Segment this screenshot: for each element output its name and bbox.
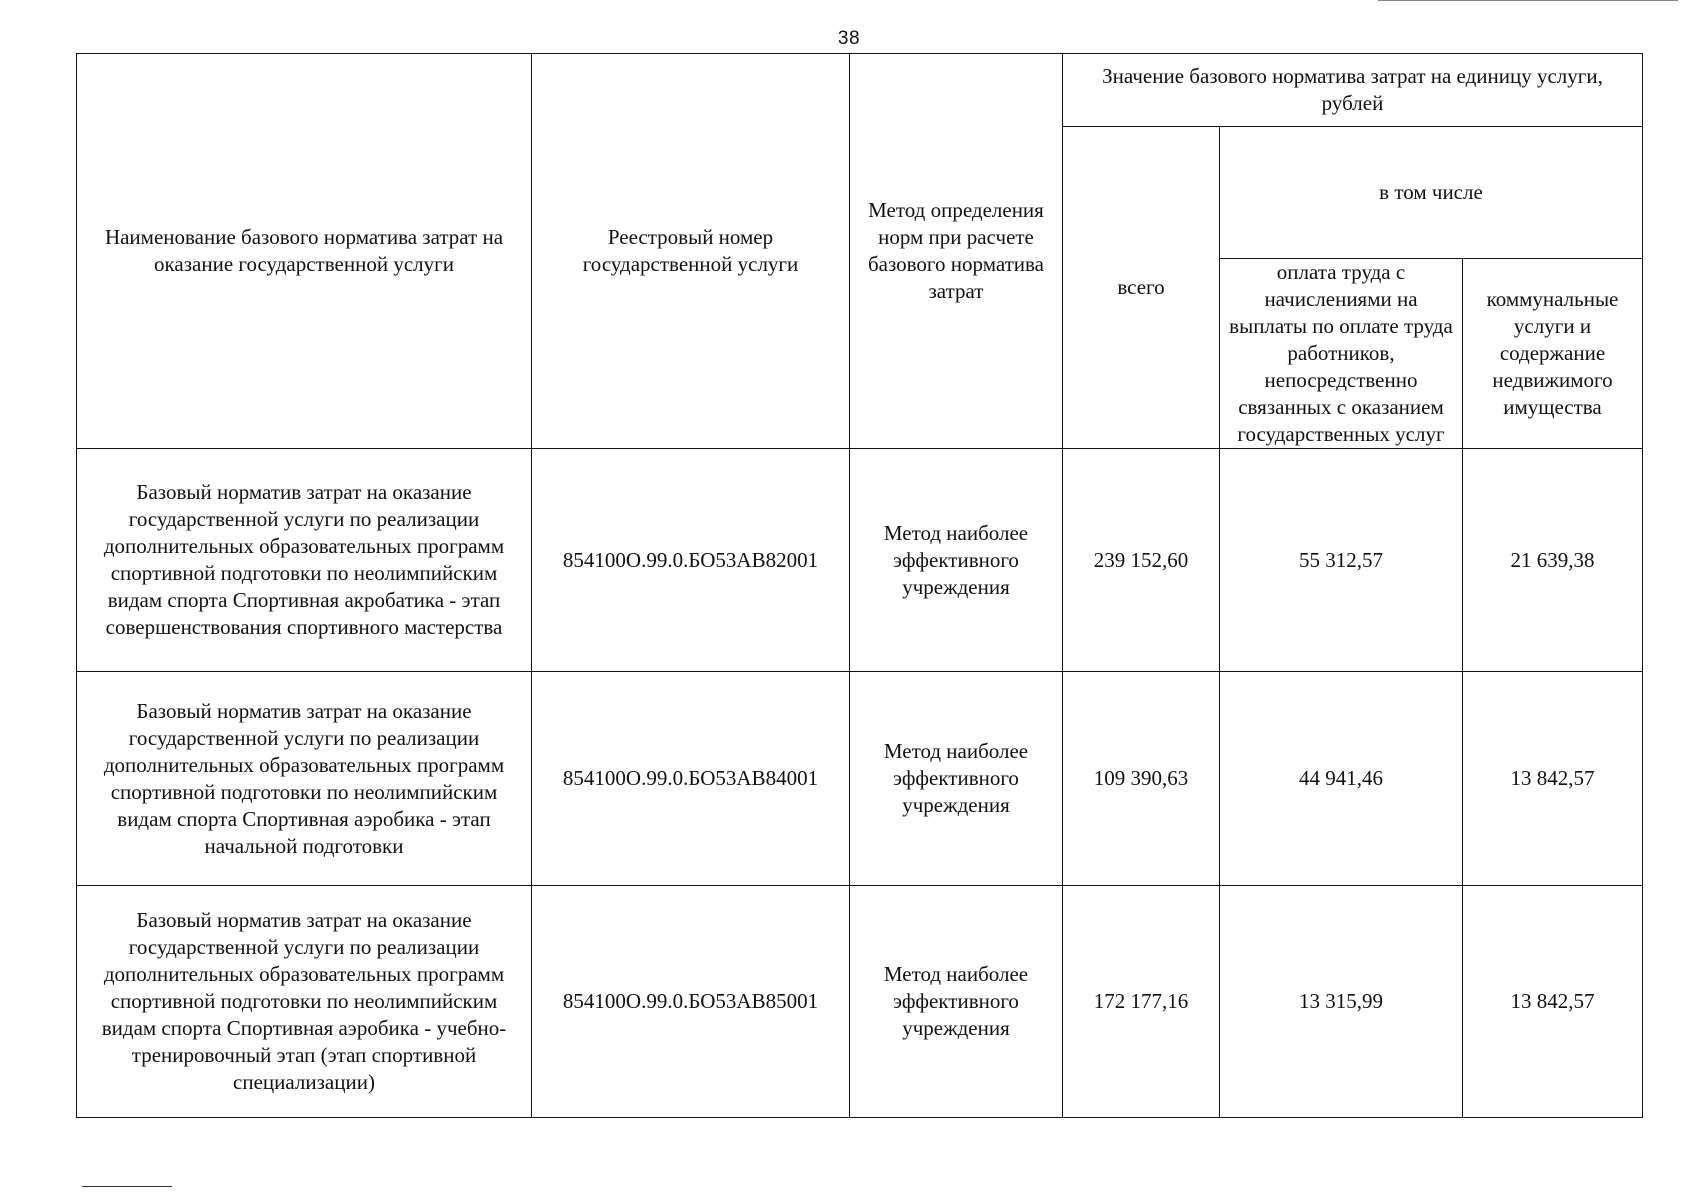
table-row bbox=[77, 886, 1643, 1118]
cell-labor: 13 315,99 bbox=[1220, 886, 1463, 1118]
footnote-rule bbox=[82, 1186, 172, 1187]
header-labor-label: оплата труда с начислениями на выплаты по оплате труда работников, непосредственно связанных с оказанием государственных услуг bbox=[1229, 260, 1453, 446]
page-number: 38 bbox=[837, 28, 861, 49]
table-row bbox=[77, 672, 1643, 886]
header-name-label: Наименование базового норматива затрат на оказание государственной услуги bbox=[104, 225, 504, 276]
cell-method: Метод наиболее эффективного учреждения bbox=[850, 672, 1063, 886]
table-header bbox=[77, 54, 1643, 449]
header-method-label: Метод определения норм при расчете базового норматива затрат bbox=[867, 198, 1044, 303]
header-registry-label: Реестровый номер государственной услуги bbox=[582, 225, 799, 276]
header-total bbox=[1063, 127, 1220, 449]
cell-total: 172 177,16 bbox=[1063, 886, 1220, 1118]
header-including-label: в том числе bbox=[1379, 180, 1483, 204]
header-total-label: всего bbox=[1117, 275, 1165, 299]
cell-labor: 55 312,57 bbox=[1220, 449, 1463, 672]
cell-total: 109 390,63 bbox=[1063, 672, 1220, 886]
cell-name: Базовый норматив затрат на оказание государственной услуги по реализации дополнительных образовательных программ спортивной подготовки по неолимпийским видам спорта Спортивная аэробика - учебно-тренировочный этап (этап спортивной специализации) bbox=[77, 886, 532, 1118]
header-labor bbox=[1220, 259, 1463, 449]
cell-name: Базовый норматив затрат на оказание государственной услуги по реализации дополнительных образовательных программ спортивной подготовки по неолимпийским видам спорта Спортивная аэробика - этап начальной подготовки bbox=[77, 672, 532, 886]
header-method bbox=[850, 54, 1063, 449]
header-value-group bbox=[1063, 54, 1643, 127]
header-registry bbox=[532, 54, 850, 449]
cell-registry: 854100О.99.0.БО53АВ82001 bbox=[532, 449, 850, 672]
cell-method: Метод наиболее эффективного учреждения bbox=[850, 449, 1063, 672]
header-name bbox=[77, 54, 532, 449]
header-including bbox=[1220, 127, 1643, 259]
header-utilities bbox=[1463, 259, 1643, 449]
cell-registry: 854100О.99.0.БО53АВ85001 bbox=[532, 886, 850, 1118]
cell-method: Метод наиболее эффективного учреждения bbox=[850, 886, 1063, 1118]
table-row bbox=[77, 449, 1643, 672]
norm-table bbox=[76, 53, 1643, 1118]
cell-total: 239 152,60 bbox=[1063, 449, 1220, 672]
cell-utilities: 13 842,57 bbox=[1463, 886, 1643, 1118]
cell-utilities: 13 842,57 bbox=[1463, 672, 1643, 886]
cell-utilities: 21 639,38 bbox=[1463, 449, 1643, 672]
cell-name: Базовый норматив затрат на оказание государственной услуги по реализации дополнительных образовательных программ спортивной подготовки по неолимпийским видам спорта Спортивная акробатика - этап совершенствования спортивного мастерства bbox=[77, 449, 532, 672]
header-value-group-label: Значение базового норматива затрат на единицу услуги, рублей bbox=[1102, 64, 1603, 115]
cell-registry: 854100О.99.0.БО53АВ84001 bbox=[532, 672, 850, 886]
header-utilities-label: коммунальные услуги и содержание недвижимого имущества bbox=[1486, 287, 1619, 419]
table-body bbox=[77, 449, 1643, 1118]
top-edge-rule bbox=[1378, 0, 1678, 1]
cell-labor: 44 941,46 bbox=[1220, 672, 1463, 886]
